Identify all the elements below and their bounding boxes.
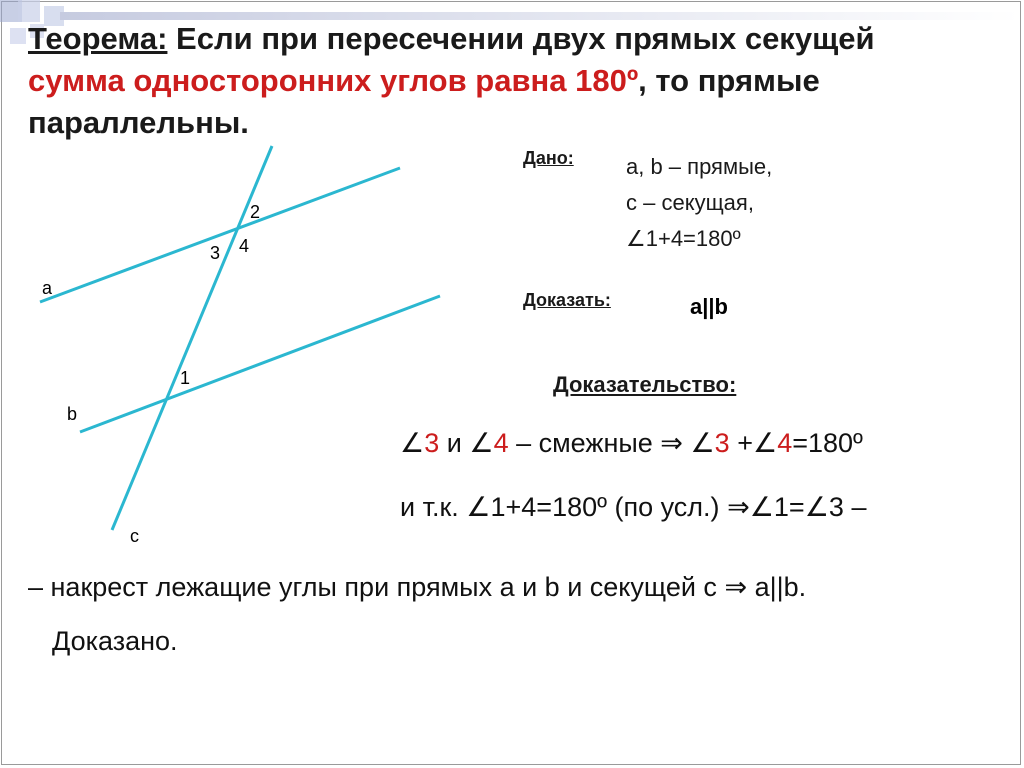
proof-line-1 (400, 428, 863, 459)
proof-conclusion: a||b. (747, 572, 807, 602)
given-label: Дано: (523, 148, 574, 168)
angle-label-3: 3 (210, 243, 221, 263)
proof-line-3 (28, 572, 806, 603)
proof-plus: + (729, 428, 753, 458)
line-c-transversal (112, 146, 272, 530)
angle-4b: 4 (777, 428, 793, 458)
angle-symbol-icon: ∠ (749, 492, 774, 523)
proof-condition: 1+4=180º (по усл.) (490, 492, 728, 522)
proof-done: Доказано. (52, 626, 178, 656)
angle-label-2: 2 (250, 202, 261, 222)
implies-arrow-icon: ⇒ (724, 572, 748, 603)
proof-alternate-angles: – накрест лежащие углы при прямых a и b и секущей c (28, 572, 725, 602)
given-line-1: a, b – прямые, (626, 154, 773, 179)
theorem-text-1: Если при пересечении двух прямых секущей (167, 21, 875, 56)
proof-eq: =180º (792, 428, 863, 458)
angle-symbol-icon: ∠ (466, 492, 491, 523)
proof-adjacent: – смежные (508, 428, 661, 458)
proof-label: Доказательство: (553, 372, 737, 397)
angle-4: 4 (493, 428, 509, 458)
angle-3b: 3 (714, 428, 730, 458)
label-b: b (67, 404, 78, 424)
given-line-3-text: 1+4=180º (645, 226, 741, 251)
theorem-text-2: , то прямые параллельны. (28, 63, 820, 140)
label-c: c (130, 526, 139, 546)
proof-result-1: 1= (773, 492, 805, 522)
angle-symbol-icon: ∠ (469, 428, 494, 459)
label-a: a (42, 278, 53, 298)
angle-symbol-icon: ∠ (804, 492, 829, 523)
angle-symbol-icon: ∠ (626, 227, 646, 252)
angle-3: 3 (424, 428, 440, 458)
theorem-label: Теорема: (28, 21, 168, 56)
prove-label: Доказать: (523, 290, 611, 310)
proof-and: и (439, 428, 470, 458)
line-b (80, 296, 440, 432)
given-line-2: c – секущая, (626, 190, 754, 215)
angle-label-4: 4 (239, 236, 250, 256)
proof-since: и т.к. (400, 492, 467, 522)
theorem-condition: сумма односторонних углов равна 180º (28, 63, 639, 98)
given-line-3 (626, 226, 741, 252)
prove-value: a||b (690, 294, 728, 319)
angle-symbol-icon: ∠ (400, 428, 425, 459)
proof-result-2: 3 – (828, 492, 867, 522)
line-a (40, 168, 400, 302)
implies-arrow-icon: ⇒ (727, 492, 750, 523)
angle-symbol-icon: ∠ (752, 428, 778, 459)
proof-line-2 (400, 492, 866, 523)
angle-label-1: 1 (180, 368, 191, 388)
implies-arrow-icon: ⇒ (660, 428, 683, 459)
angle-symbol-icon: ∠ (690, 428, 715, 459)
